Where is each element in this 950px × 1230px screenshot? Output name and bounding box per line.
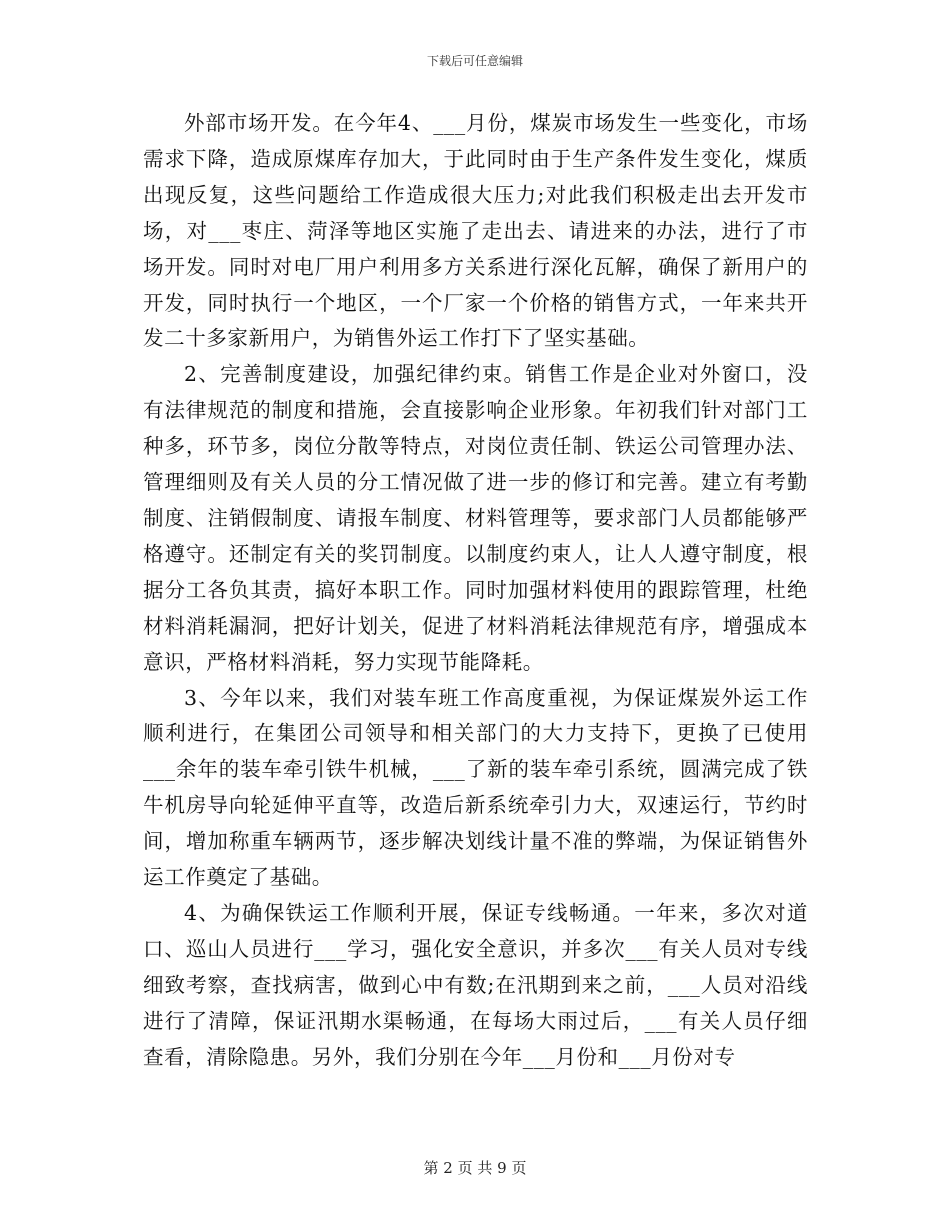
paragraph-system-building: 2、完善制度建设，加强纪律约束。销售工作是企业对外窗口，没有法律规范的制度和措施，会直接影响企业形象。年初我们针对部门工种多，环节多，岗位分散等特点，对岗位责任制、铁运公司管理办法、管理细则及有关人员的分工情况做了进一步的修订和完善。建立有考勤制度、注销假制度、请报车制度、材料管理等，要求部门人员都能够严格遵守。还制定有关的奖罚制度。以制度约束人，让人人遵守制度，根据分工各负其责，搞好本职工作。同时加强材料使用的跟踪管理，杜绝材料消耗漏洞，把好计划关，促进了材料消耗法律规范有序，增强成本意识，严格材料消耗，努力实现节能降耗。 bbox=[143, 362, 808, 674]
page-footer bbox=[0, 1157, 950, 1178]
paragraph-loading-team: 3、今年以来，我们对装车班工作高度重视，为保证煤炭外运工作顺利进行，在集团公司领导和相关部门的大力支持下，更换了已使用___余年的装车牵引铁牛机械，___了新的装车牵引系统，圆满完成了铁牛机房导向轮延伸平直等，改造后新系统牵引力大，双速运行，节约时间，增加称重车辆两节，逐步解决划线计量不准的弊端，为保证销售外运工作奠定了基础。 bbox=[143, 685, 808, 890]
document-body bbox=[143, 106, 808, 1075]
header-note: 下载后可任意编辑 bbox=[426, 54, 523, 68]
paragraph-railway-safety: 4、为确保铁运工作顺利开展，保证专线畅通。一年来，多次对道口、巡山人员进行___学习，强化安全意识，并多次___有关人员对专线细致考察，查找病害，做到心中有数;在汛期到来之前，___人员对沿线进行了清障，保证汛期水渠畅通，在每场大雨过后，___有关人员仔细查看，清除隐患。另外，我们分别在今年___月份和___月份对专 bbox=[143, 900, 808, 1069]
paragraph-market-development: 外部市场开发。在今年4、___月份，煤炭市场发生一些变化，市场需求下降，造成原煤库存加大，于此同时由于生产条件发生变化，煤质出现反复，这些问题给工作造成很大压力;对此我们积极走出去开发市场，对___枣庄、菏泽等地区实施了走出去、请进来的办法，进行了市场开发。同时对电厂用户利用多方关系进行深化瓦解，确保了新用户的开发，同时执行一个地区，一个厂家一个价格的销售方式，一年来共开发二十多家新用户，为销售外运工作打下了坚实基础。 bbox=[143, 111, 808, 351]
page-number: 第 2 页 共 9 页 bbox=[423, 1159, 527, 1177]
page-header bbox=[0, 52, 950, 69]
